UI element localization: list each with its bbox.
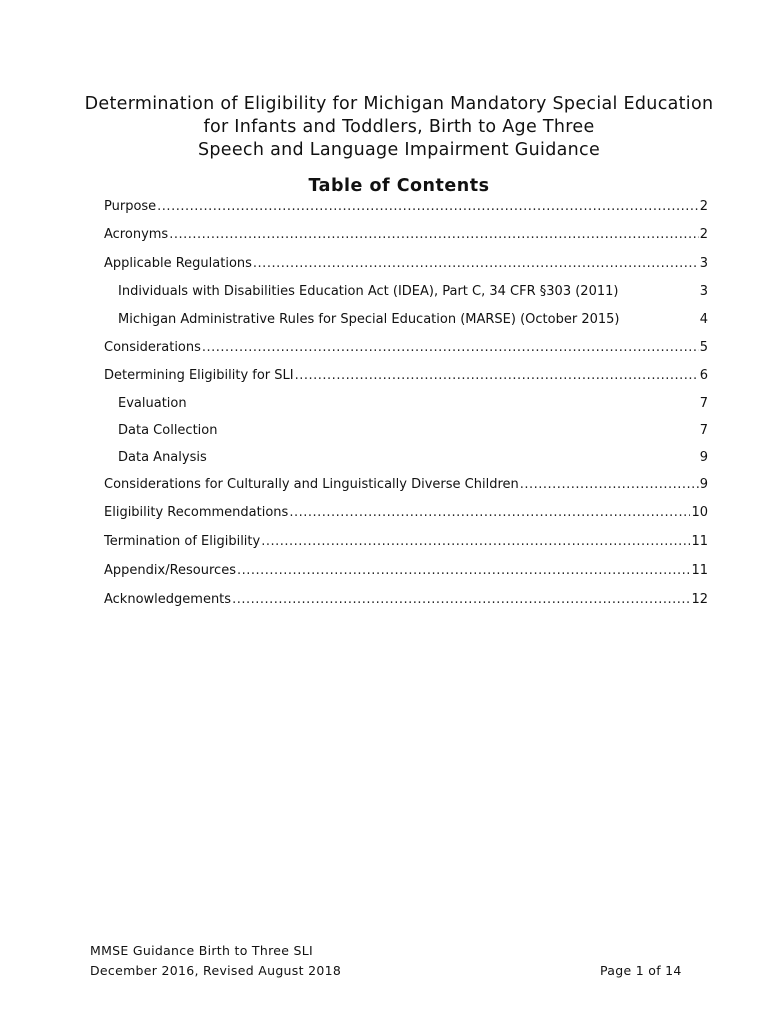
toc-entry[interactable] xyxy=(104,283,708,301)
toc-heading: Table of Contents xyxy=(308,176,490,196)
toc-entry[interactable] xyxy=(104,339,708,357)
toc-dot-leader xyxy=(295,367,699,385)
toc-entry-title: Considerations for Culturally and Linguistically Diverse Children xyxy=(104,477,519,492)
toc-entry-page: 2 xyxy=(699,199,708,214)
toc-entry-title: Data Analysis xyxy=(118,450,207,465)
toc-entry-title: Determining Eligibility for SLI xyxy=(104,368,294,383)
toc-entry[interactable] xyxy=(104,504,708,522)
toc-entry-title: Individuals with Disabilities Education Act (IDEA), Part C, 34 CFR §303 (2011) xyxy=(118,284,619,299)
toc-entry-page: 9 xyxy=(699,477,708,492)
toc-dot-leader xyxy=(261,533,690,551)
toc-entry[interactable] xyxy=(104,255,708,273)
toc-entry-title: Acknowledgements xyxy=(104,592,232,607)
title-line-1: Determination of Eligibility for Michigan Mandatory Special Education xyxy=(84,94,714,114)
toc-dot-leader xyxy=(520,476,699,494)
toc-entry-title: Evaluation xyxy=(118,396,187,411)
toc-entry[interactable] xyxy=(104,367,708,385)
toc-entry-page: 10 xyxy=(691,505,708,520)
toc-entry-title: Appendix/Resources xyxy=(104,563,236,578)
toc-entry-page: 12 xyxy=(691,592,708,607)
toc-entry[interactable] xyxy=(104,449,708,467)
toc-entry[interactable] xyxy=(104,395,708,413)
toc-entry-title: Termination of Eligibility xyxy=(104,534,261,549)
toc-entry-page: 4 xyxy=(699,312,708,327)
toc-entry-title: Michigan Administrative Rules for Special Education (MARSE) (October 2015) xyxy=(118,312,620,327)
toc-dot-leader xyxy=(169,226,699,244)
toc-entry[interactable] xyxy=(104,422,708,440)
toc-dot-leader xyxy=(237,562,690,580)
toc-entry-page: 2 xyxy=(699,227,708,242)
title-line-3: Speech and Language Impairment Guidance xyxy=(197,140,601,160)
toc-entry-title: Eligibility Recommendations xyxy=(104,505,289,520)
toc-entry-title: Purpose xyxy=(104,199,157,214)
document-title xyxy=(0,93,770,162)
toc-entry[interactable] xyxy=(104,533,708,551)
toc-dot-leader xyxy=(253,255,699,273)
toc-dot-leader xyxy=(157,198,699,216)
toc-dot-leader xyxy=(289,504,690,522)
toc-entry-page: 9 xyxy=(699,450,708,465)
toc-entry-page: 11 xyxy=(691,534,708,549)
toc-entry-page: 11 xyxy=(691,563,708,578)
footer-doc-name: MMSE Guidance Birth to Three SLI xyxy=(90,943,313,958)
footer-date: December 2016, Revised August 2018 xyxy=(90,963,342,978)
toc-entry[interactable] xyxy=(104,591,708,609)
toc-entry[interactable] xyxy=(104,476,708,494)
toc-entry-title: Considerations xyxy=(104,340,201,355)
toc-entry-page: 6 xyxy=(699,368,708,383)
toc-entry-title: Data Collection xyxy=(118,423,218,438)
toc-entry[interactable] xyxy=(104,562,708,580)
toc-dot-leader xyxy=(232,591,690,609)
toc-entry-title: Acronyms xyxy=(104,227,169,242)
title-line-2: for Infants and Toddlers, Birth to Age Three xyxy=(203,117,595,137)
footer-page-number: Page 1 of 14 xyxy=(600,963,682,978)
toc-entry-page: 5 xyxy=(699,340,708,355)
toc-entry[interactable] xyxy=(104,198,708,216)
toc-entry-page: 7 xyxy=(699,396,708,411)
toc-entry-page: 3 xyxy=(699,284,708,299)
toc-entry[interactable] xyxy=(104,226,708,244)
toc-entry[interactable] xyxy=(104,311,708,329)
toc-entry-title: Applicable Regulations xyxy=(104,256,252,271)
toc-entry-page: 3 xyxy=(699,256,708,271)
toc-entry-page: 7 xyxy=(699,423,708,438)
toc-dot-leader xyxy=(202,339,699,357)
